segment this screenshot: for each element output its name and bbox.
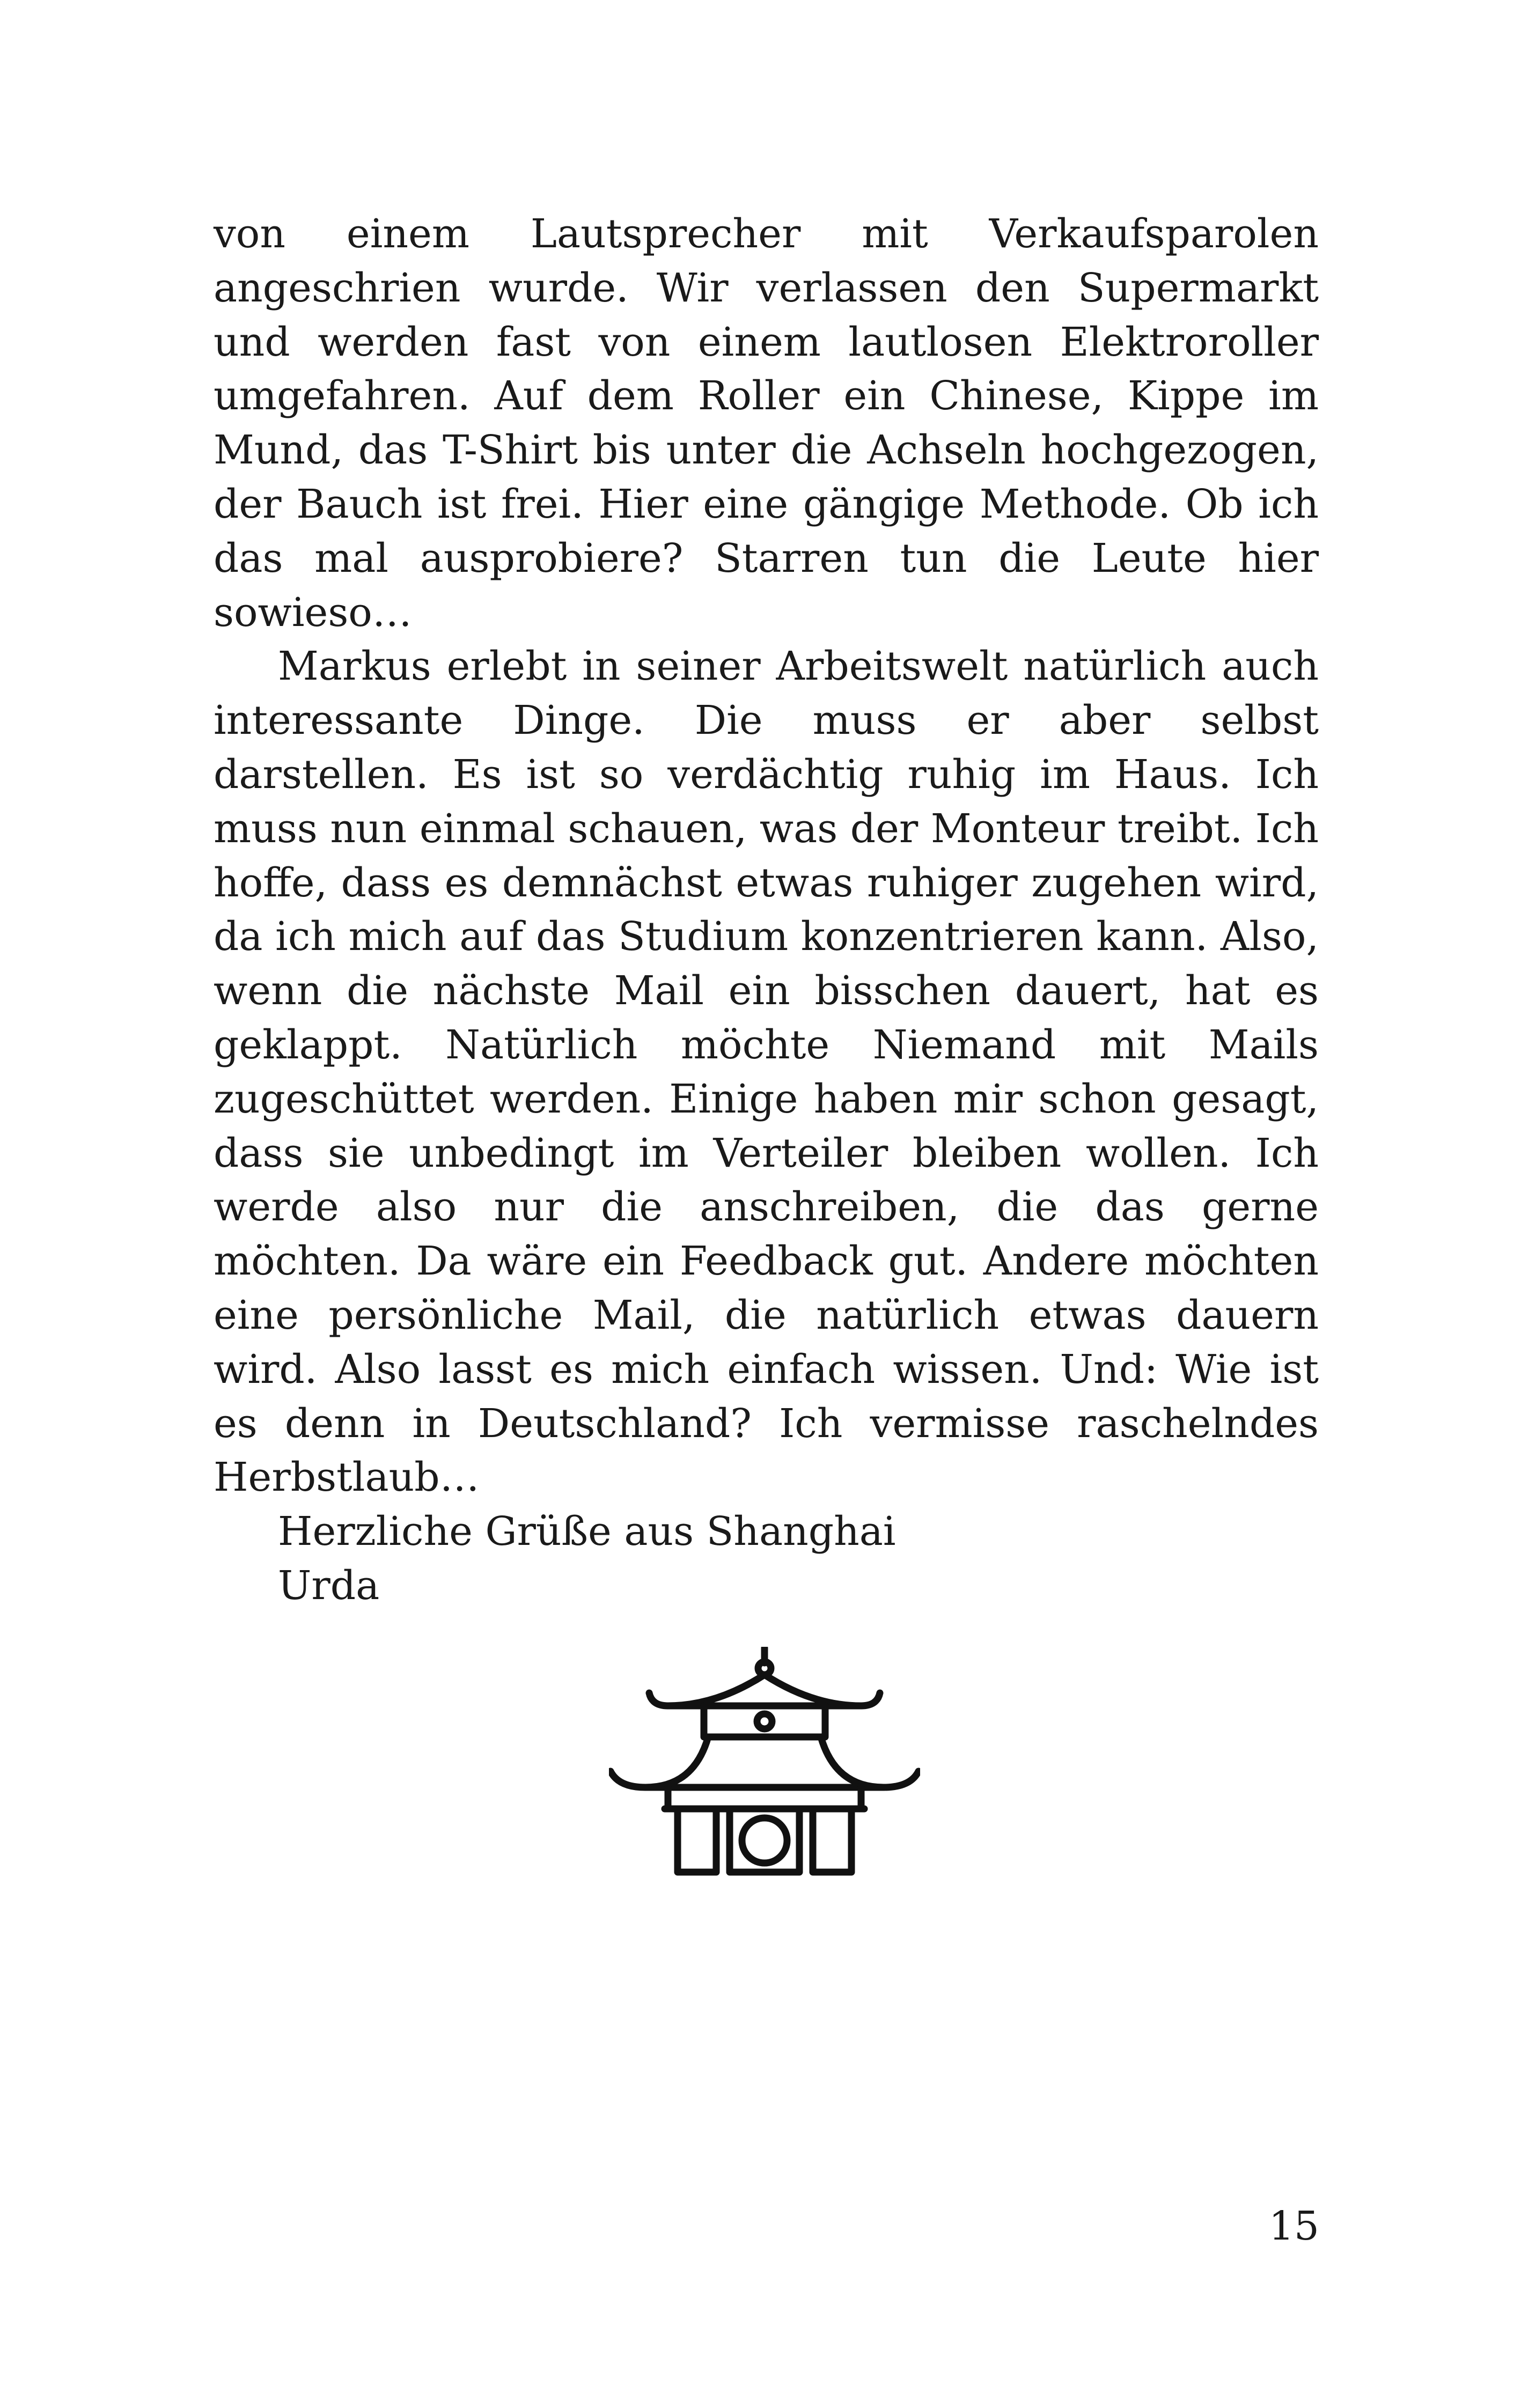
pagoda-icon	[609, 1647, 920, 1904]
closing-signature: Urda	[278, 1562, 380, 1609]
body-text	[214, 207, 1319, 1613]
closing-greeting: Herzliche Grüße aus Shanghai	[278, 1508, 896, 1555]
page-number: 15	[1268, 2203, 1319, 2249]
paragraph-continuation: von einem Lautsprecher mit Verkaufsparolen angeschrien wurde. Wir verlassen den Supermarkt und werden fast von einem lautlosen Elektroroller umgefahren. Auf dem Roller ein Chinese, Kippe im Mund, das T-Shirt bis unter die Achseln hochgezogen, der Bauch ist frei. Hier eine gängige Methode. Ob ich das mal ausprobiere? Starren tun die Leute hier sowieso…	[214, 211, 1319, 636]
paragraph-markus: Markus erlebt in seiner Arbeitswelt natürlich auch interessante Dinge. Die muss er aber selbst darstellen. Es ist so verdächtig ruhig im Haus. Ich muss nun einmal schauen, was der Monteur treibt. Ich hoffe, dass es demnächst etwas ruhiger zugehen wird, da ich mich auf das Studium konzentrieren kann. Also, wenn die nächste Mail ein bisschen dauert, hat es geklappt. Natürlich möchte Niemand mit Mails zugeschüttet werden. Einige haben mir schon gesagt, dass sie unbedingt im Verteiler bleiben wollen. Ich werde also nur die anschreiben, die das gerne möchten. Da wäre ein Feedback gut. Andere möchten eine persönliche Mail, die natürlich etwas dauern wird. Also lasst es mich einfach wissen. Und: Wie ist es denn in Deutschland? Ich vermisse raschelndes Herbstlaub…	[214, 643, 1319, 1501]
